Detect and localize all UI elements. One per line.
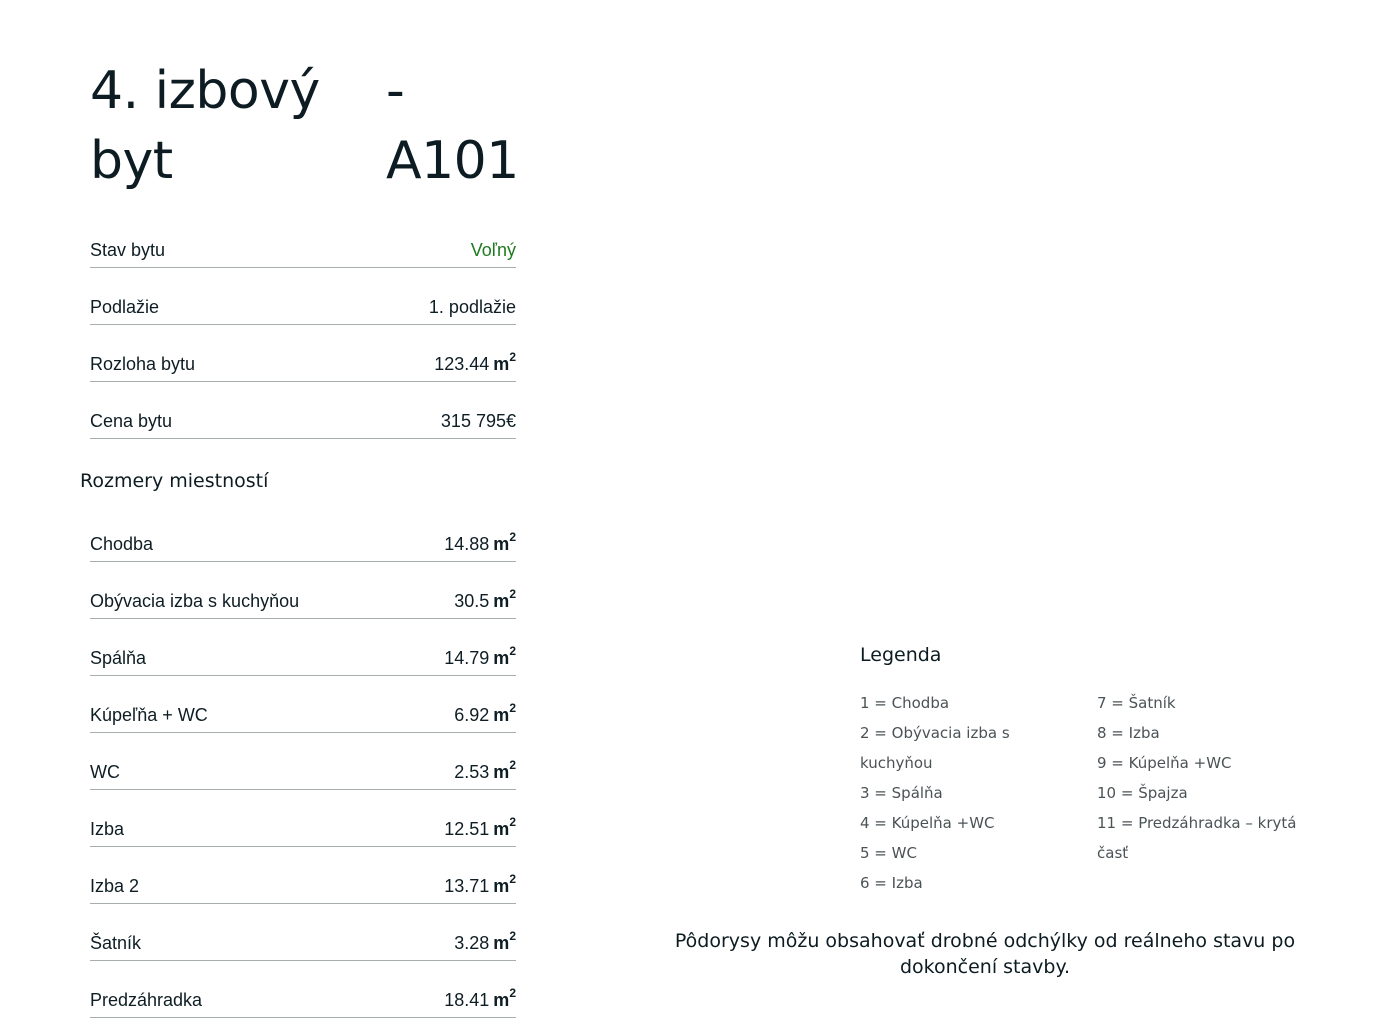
- room-row: [90, 577, 516, 619]
- room-value: [444, 532, 516, 555]
- area-unit: [493, 530, 516, 554]
- info-value-text: 1. podlažie: [428, 297, 516, 317]
- room-label: WC: [90, 762, 120, 782]
- legend-column-2: [1097, 688, 1317, 898]
- room-value-text: 14.88: [444, 534, 490, 554]
- legend-item: 1 = Chodba: [860, 694, 950, 712]
- info-label: Rozloha bytu: [90, 354, 196, 374]
- unit-superscript: 2: [509, 929, 516, 943]
- legend-item: 7 = Šatník: [1097, 694, 1176, 712]
- legend-item: 11 = Predzáhradka – krytá: [1097, 814, 1297, 832]
- area-unit: [493, 587, 516, 611]
- info-value: [441, 411, 516, 432]
- area-unit: [493, 350, 516, 374]
- info-row: [90, 340, 516, 382]
- unit-superscript: 2: [509, 350, 516, 364]
- area-unit: [493, 872, 516, 896]
- unit-superscript: 2: [509, 587, 516, 601]
- legend-item: kuchyňou: [860, 754, 933, 772]
- legend-item: 8 = Izba: [1097, 724, 1160, 742]
- area-unit: [493, 758, 516, 782]
- info-row: [90, 283, 516, 325]
- room-row: [90, 520, 516, 562]
- title-apartment-type: 4. izbový byt: [90, 61, 320, 191]
- legend-item: 5 = WC: [860, 844, 917, 862]
- area-unit: [493, 815, 516, 839]
- room-row: [90, 919, 516, 961]
- unit-text: m: [493, 933, 510, 953]
- apartment-info-list: [90, 226, 516, 454]
- legend: [860, 688, 1320, 898]
- unit-text: m: [493, 876, 510, 896]
- floorplan-disclaimer: Pôdorysy môžu obsahovať drobné odchýlky od reálneho stavu po dokončení stavby.: [674, 930, 1296, 978]
- room-value-text: 30.5: [454, 591, 490, 611]
- unit-superscript: 2: [509, 986, 516, 1000]
- info-value-text: Voľný: [470, 240, 516, 260]
- unit-superscript: 2: [509, 530, 516, 544]
- room-value: [454, 760, 516, 783]
- area-unit: [493, 644, 516, 668]
- room-value-text: 12.51: [444, 819, 490, 839]
- rooms-list: [90, 520, 516, 1033]
- room-row: [90, 976, 516, 1018]
- room-value: [454, 589, 516, 612]
- room-value: [444, 988, 516, 1011]
- unit-text: m: [493, 990, 510, 1010]
- room-label: Izba 2: [90, 876, 140, 896]
- info-row: [90, 397, 516, 439]
- room-label: Spálňa: [90, 648, 147, 668]
- room-value-text: 2.53: [454, 762, 490, 782]
- unit-text: m: [493, 819, 510, 839]
- area-unit: [493, 701, 516, 725]
- page-title: [90, 56, 530, 196]
- room-row: [90, 862, 516, 904]
- legend-column-1: [860, 688, 1097, 898]
- room-row: [90, 634, 516, 676]
- room-row: [90, 691, 516, 733]
- room-value-text: 14.79: [444, 648, 490, 668]
- room-value-text: 18.41: [444, 990, 490, 1010]
- info-value-text: 123.44: [434, 354, 490, 374]
- room-value: [444, 817, 516, 840]
- rooms-section-title: Rozmery miestností: [80, 470, 269, 492]
- room-row: [90, 805, 516, 847]
- info-value: [434, 352, 516, 375]
- legend-item: 4 = Kúpelňa +WC: [860, 814, 995, 832]
- room-label: Kúpeľňa + WC: [90, 705, 208, 725]
- room-value: [454, 931, 516, 954]
- room-label: Šatník: [90, 933, 142, 953]
- title-apartment-code: - A101: [386, 61, 519, 191]
- room-value: [444, 646, 516, 669]
- legend-item: časť: [1097, 844, 1129, 862]
- unit-superscript: 2: [509, 872, 516, 886]
- info-label: Stav bytu: [90, 240, 166, 260]
- room-value: [454, 703, 516, 726]
- legend-item: 3 = Spálňa: [860, 784, 943, 802]
- legend-item: 9 = Kúpelňa +WC: [1097, 754, 1232, 772]
- unit-superscript: 2: [509, 644, 516, 658]
- unit-text: m: [493, 534, 510, 554]
- legend-item: 10 = Špajza: [1097, 784, 1188, 802]
- unit-text: m: [493, 705, 510, 725]
- room-label: Obývacia izba s kuchyňou: [90, 591, 300, 611]
- area-unit: [493, 929, 516, 953]
- info-value-text: 315 795€: [440, 411, 516, 431]
- legend-title: Legenda: [860, 644, 942, 666]
- room-value: [444, 874, 516, 897]
- room-label: Predzáhradka: [90, 990, 203, 1010]
- info-row: [90, 226, 516, 268]
- legend-item: 6 = Izba: [860, 874, 923, 892]
- info-value: [429, 297, 516, 318]
- room-value-text: 13.71: [444, 876, 490, 896]
- room-label: Chodba: [90, 534, 154, 554]
- unit-superscript: 2: [509, 815, 516, 829]
- unit-text: m: [493, 762, 510, 782]
- area-unit: [493, 986, 516, 1010]
- unit-text: m: [493, 591, 510, 611]
- info-label: Cena bytu: [90, 411, 173, 431]
- room-value-text: 3.28: [454, 933, 490, 953]
- room-value-text: 6.92: [454, 705, 490, 725]
- legend-item: 2 = Obývacia izba s: [860, 724, 1010, 742]
- unit-superscript: 2: [509, 701, 516, 715]
- unit-superscript: 2: [509, 758, 516, 772]
- room-row: [90, 748, 516, 790]
- info-label: Podlažie: [90, 297, 160, 317]
- info-value: [471, 240, 516, 261]
- unit-text: m: [493, 648, 510, 668]
- unit-text: m: [493, 354, 510, 374]
- room-label: Izba: [90, 819, 125, 839]
